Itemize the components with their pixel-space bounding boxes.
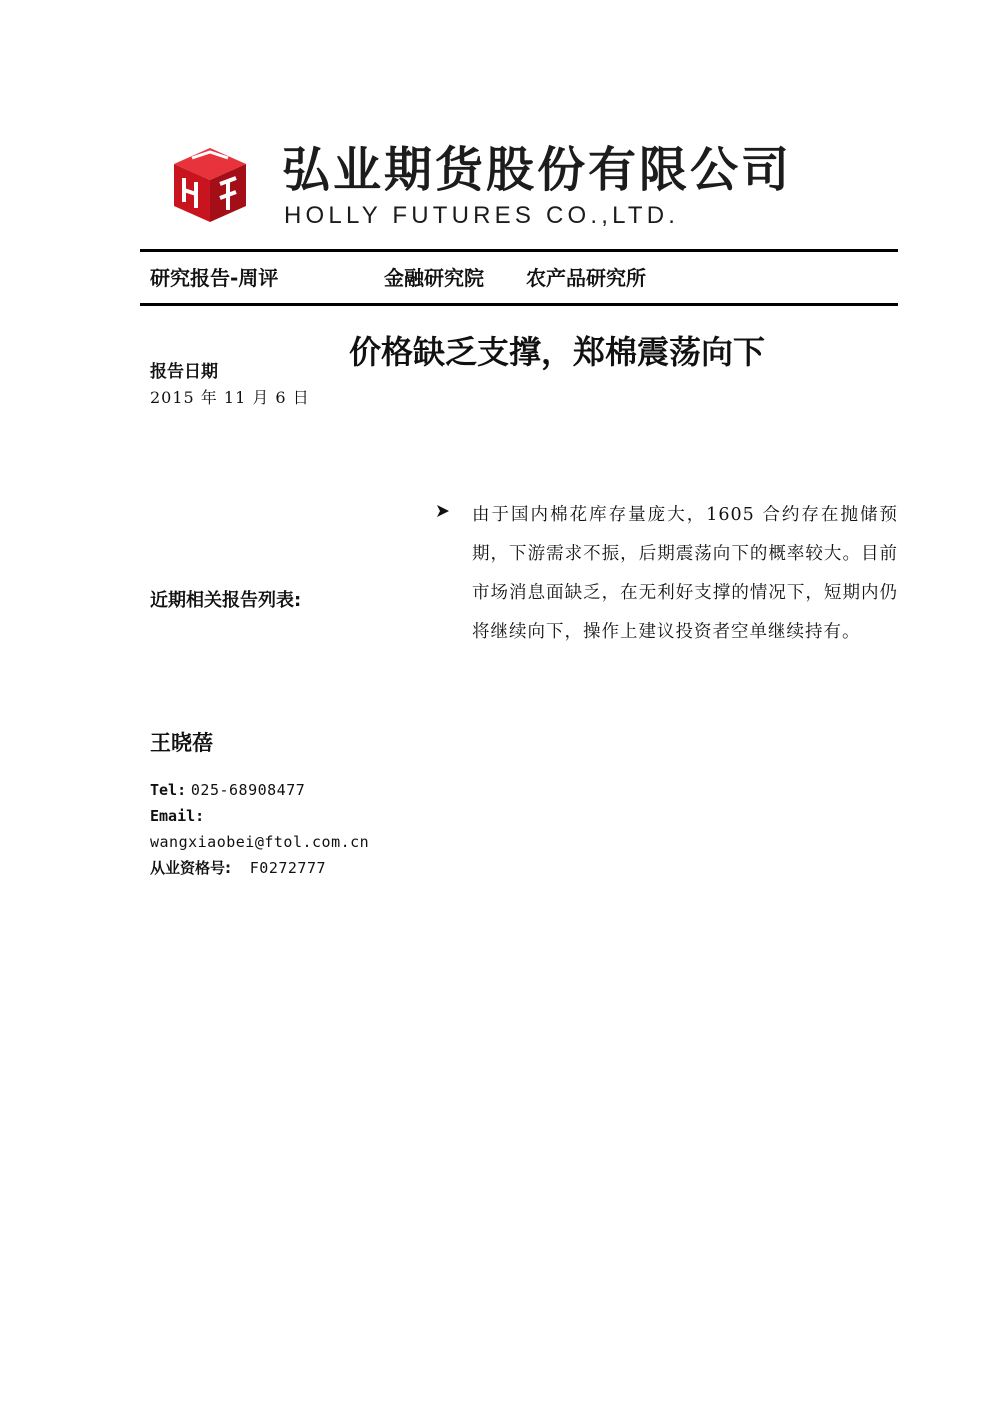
certificate-value: F0272777 [249, 859, 327, 877]
header-bottom-rule [140, 303, 898, 306]
company-name-en: HOLLY FUTURES CO.,LTD. [284, 202, 680, 229]
email-value: wangxiaobei@ftol.com.cn [150, 833, 370, 851]
arrow-bullet-icon [436, 501, 450, 525]
analyst-email-label [150, 805, 204, 827]
report-date-value: 2015 年 11 月 6 日 [150, 388, 310, 407]
analyst-certificate [150, 857, 326, 879]
tel-label: Tel: [150, 781, 187, 799]
related-reports-label: 近期相关报告列表: [150, 590, 302, 611]
company-logo-icon [170, 144, 250, 224]
email-label: Email: [150, 807, 205, 825]
certificate-label: 从业资格号: [150, 859, 231, 877]
report-type: 研究报告-周评 [150, 266, 279, 290]
department-name: 农产品研究所 [526, 266, 646, 290]
summary-text: 由于国内棉花库存量庞大，1605 合约存在抛储预期，下游需求不振，后期震荡向下的概率较大。目前市场消息面缺乏，在无利好支撑的情况下，短期内仍将继续向下，操作上建议投资者空单继续持有。 [472, 505, 898, 642]
header-top-rule [140, 249, 898, 252]
analyst-name: 王晓蓓 [150, 731, 213, 755]
institute-name: 金融研究院 [384, 266, 484, 290]
report-date-label: 报告日期 [150, 362, 218, 382]
tel-value: 025-68908477 [190, 781, 306, 799]
report-title: 价格缺乏支撑，郑棉震荡向下 [349, 333, 766, 371]
analyst-email [150, 831, 369, 853]
company-name-cn: 弘业期货股份有限公司 [282, 142, 793, 198]
analyst-tel [150, 779, 305, 801]
